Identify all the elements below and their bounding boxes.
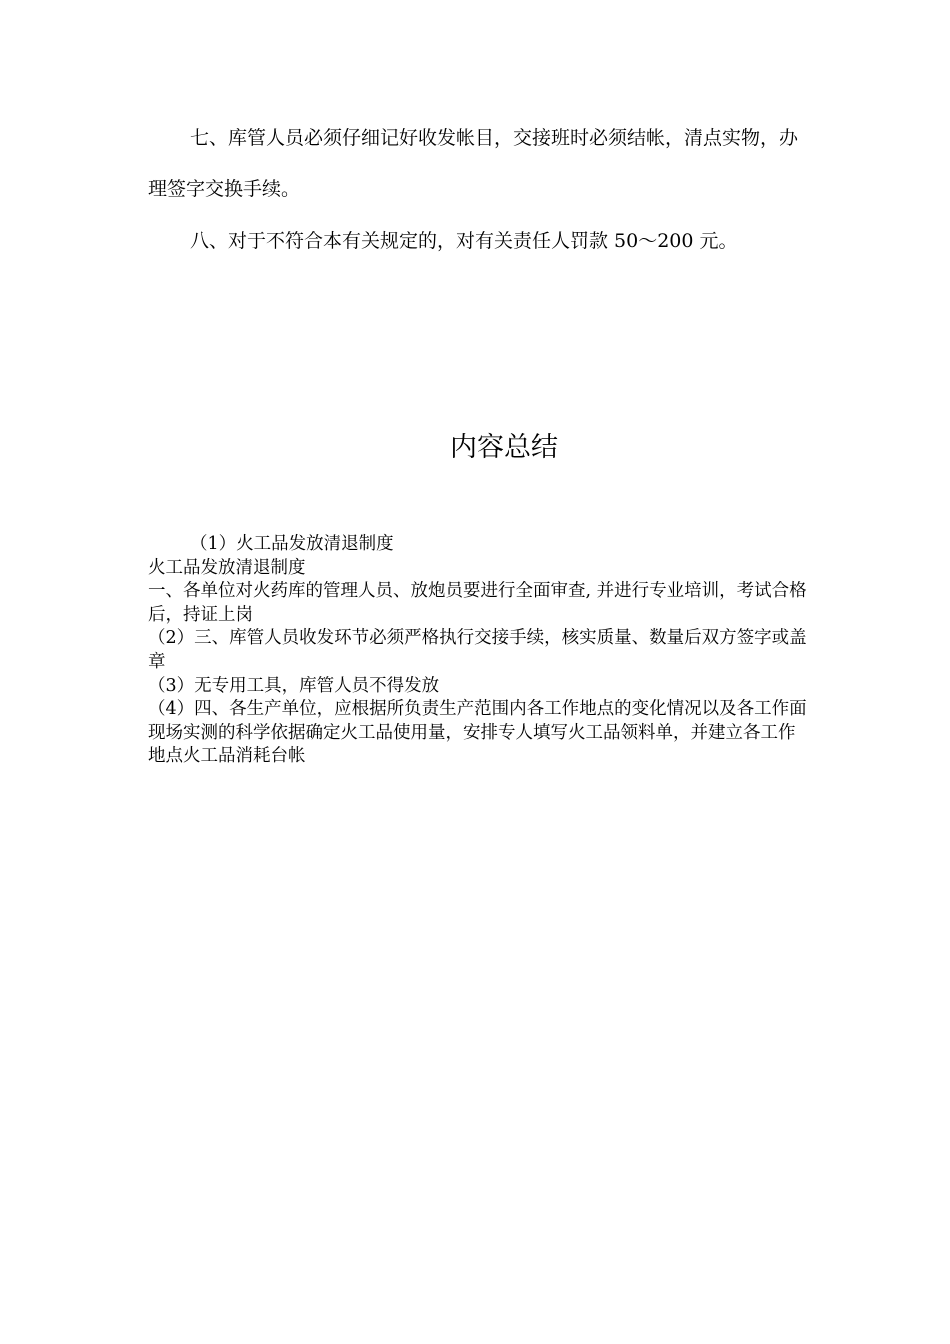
- summary-block: [148, 533, 808, 769]
- summary-line-2: 火工品发放清退制度: [148, 557, 306, 578]
- article-paragraph-8-text: 八、对于不符合本有关规定的，对有关责任人罚款 50～200 元。: [190, 230, 738, 252]
- article-paragraph-7: [148, 113, 808, 215]
- summary-line-3: 一、各单位对火药库的管理人员、放炮员要进行全面审查, 并进行专业培训，考试合格后，持证上岗: [148, 581, 807, 625]
- summary-line-1: （1）火工品发放清退制度: [190, 534, 394, 554]
- summary-line-6: （4）四、各生产单位，应根据所负责生产范围内各工作地点的变化情况以及各工作面现场实测的科学依据确定火工品使用量，安排专人填写火工品领料单，并建立各工作地点火工品消耗台帐: [148, 699, 807, 767]
- summary-title: 内容总结: [450, 432, 558, 463]
- article-paragraph-7-text: 七、库管人员必须仔细记好收发帐目，交接班时必须结帐，清点实物，办理签字交换手续。: [148, 127, 799, 200]
- summary-line-5: （3）无专用工具，库管人员不得发放: [148, 675, 440, 696]
- article-paragraph-8: [148, 216, 808, 267]
- summary-line-4: （2）三、库管人员收发环节必须严格执行交接手续，核实质量、数量后双方签字或盖章: [148, 628, 807, 672]
